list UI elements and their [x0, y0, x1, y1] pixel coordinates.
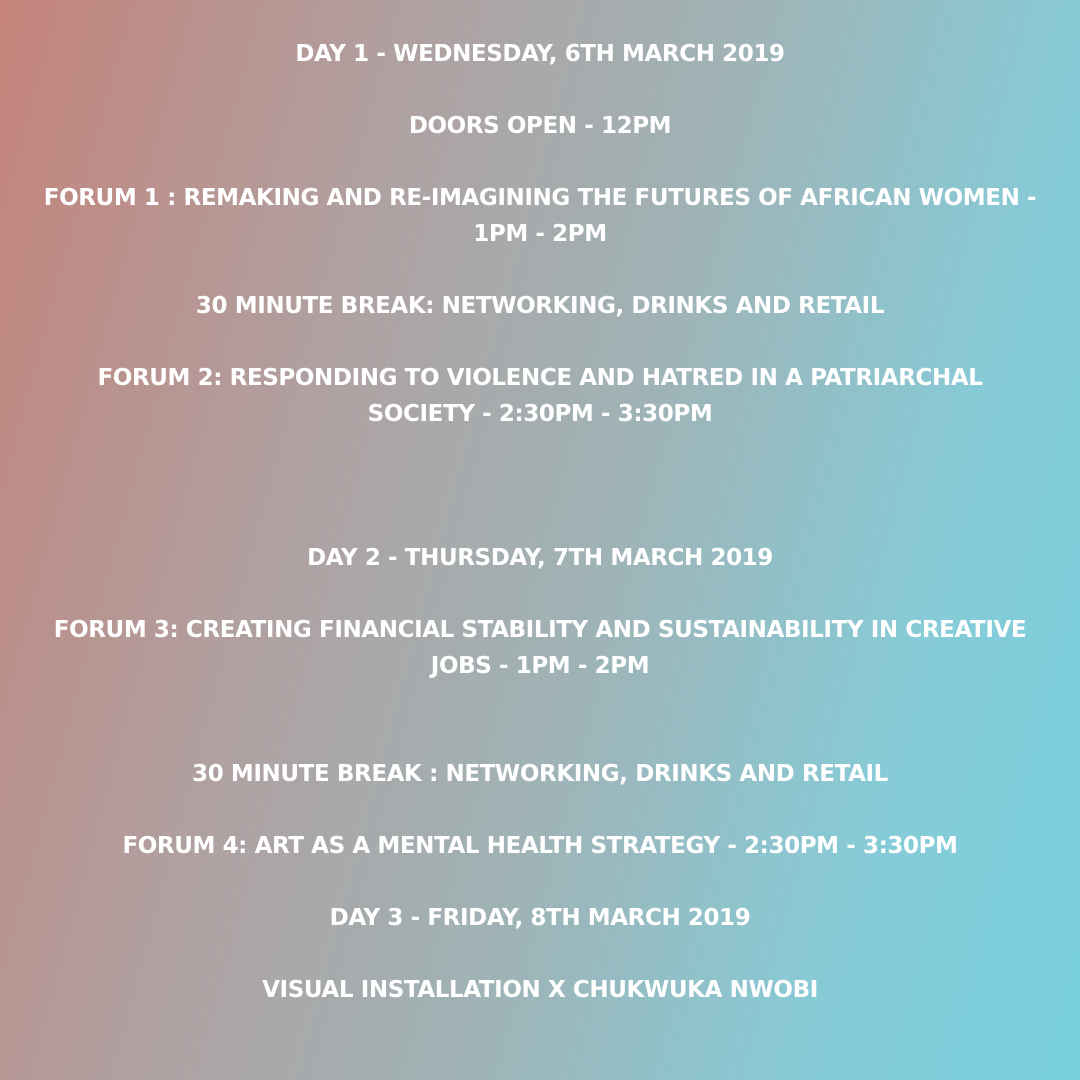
day-2-heading: DAY 2 - THURSDAY, 7TH MARCH 2019 [307, 545, 773, 571]
forum-1-item: FORUM 1 : REMAKING AND RE-IMAGINING THE FUTURES OF AFRICAN WOMEN - 1PM - 2PM [43, 185, 1037, 247]
visual-installation-item: VISUAL INSTALLATION X CHUKWUKA NWOBI [262, 977, 818, 1003]
forum-2-item: FORUM 2: RESPONDING TO VIOLENCE AND HATRED IN A PATRIARCHAL SOCIETY - 2:30PM - 3:30PM [97, 365, 983, 427]
day-3-heading: DAY 3 - FRIDAY, 8TH MARCH 2019 [329, 905, 751, 931]
break-2-item: 30 MINUTE BREAK : NETWORKING, DRINKS AND RETAIL [192, 761, 888, 787]
forum-4-item: FORUM 4: ART AS A MENTAL HEALTH STRATEGY - 2:30PM - 3:30PM [122, 833, 958, 859]
forum-3-item: FORUM 3: CREATING FINANCIAL STABILITY AND SUSTAINABILITY IN CREATIVE JOBS - 1PM - 2PM [53, 617, 1027, 679]
doors-open-time: DOORS OPEN - 12PM [408, 113, 672, 139]
day-1-heading: DAY 1 - WEDNESDAY, 6TH MARCH 2019 [295, 41, 785, 67]
break-1-item: 30 MINUTE BREAK: NETWORKING, DRINKS AND RETAIL [195, 293, 885, 319]
